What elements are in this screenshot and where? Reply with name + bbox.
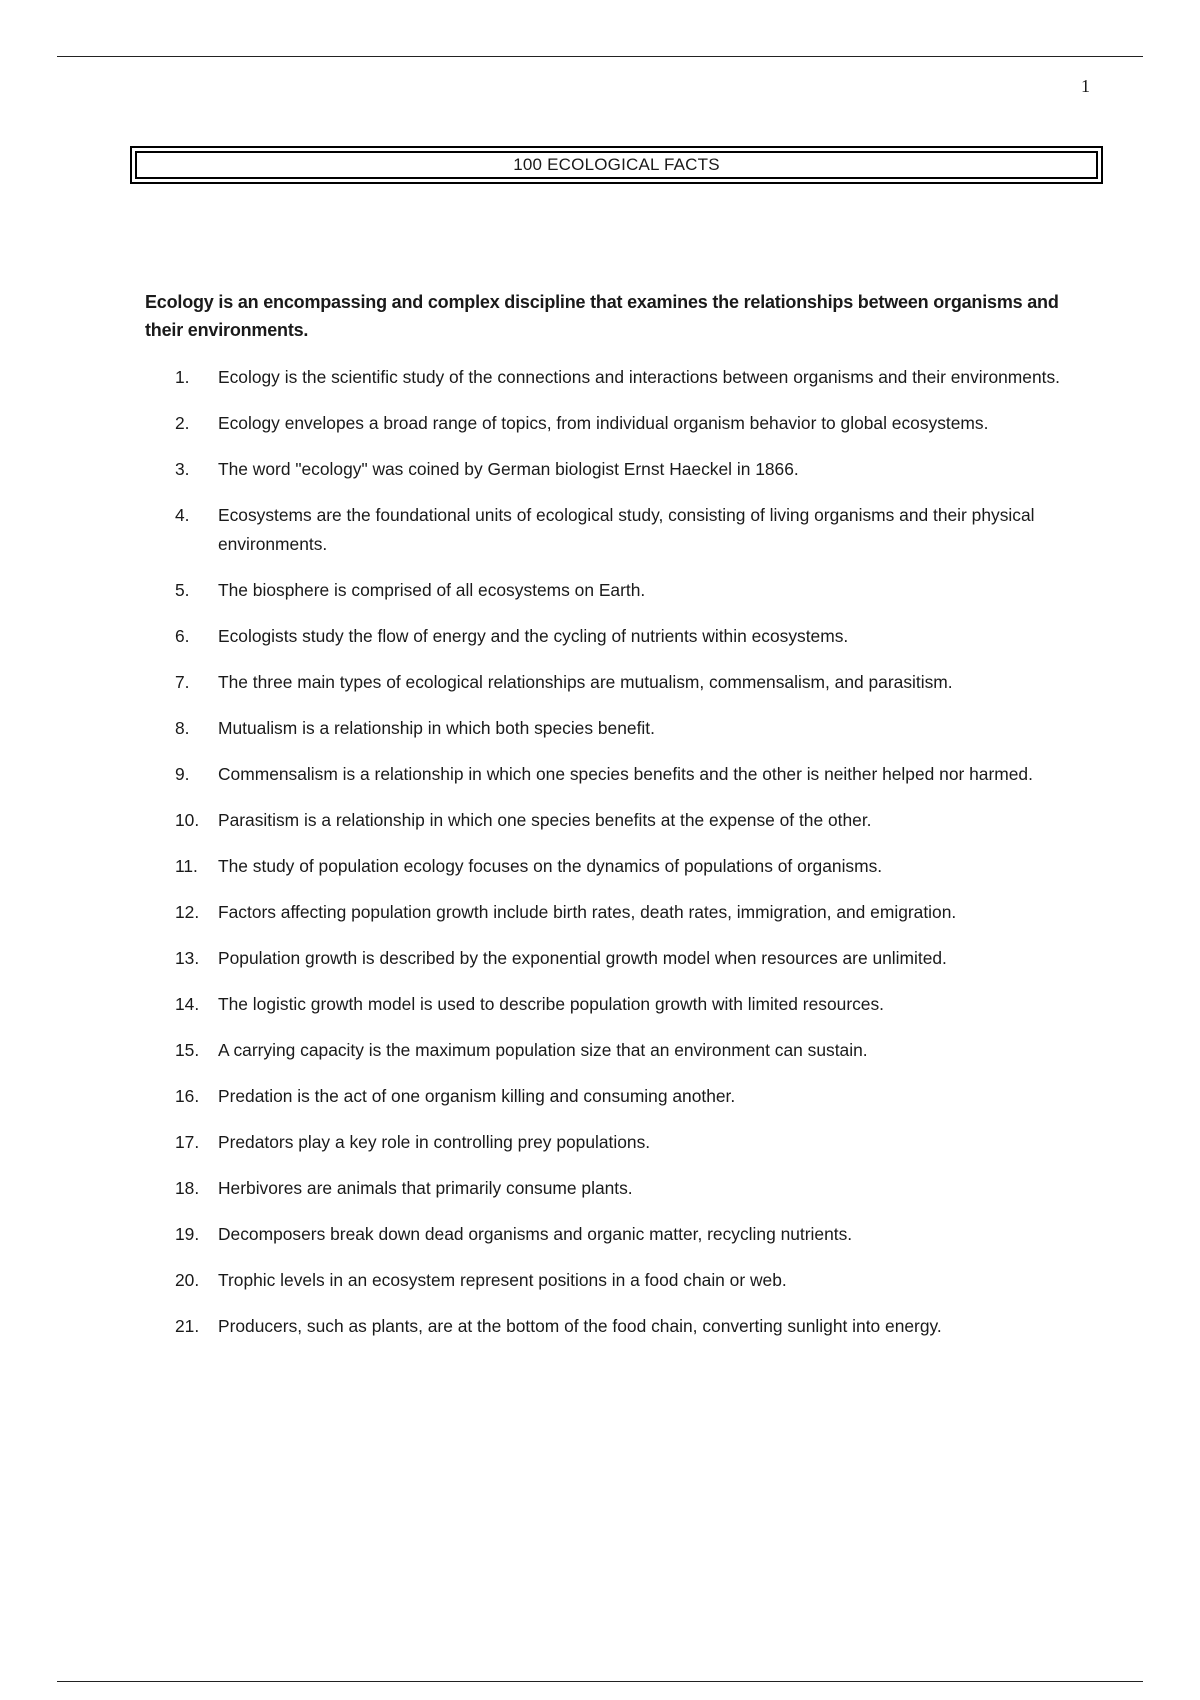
list-item — [175, 990, 1085, 1019]
document-title: 100 ECOLOGICAL FACTS — [135, 151, 1098, 179]
list-item — [175, 1220, 1085, 1249]
list-item — [175, 1174, 1085, 1203]
list-item — [175, 1128, 1085, 1157]
list-item — [175, 455, 1085, 484]
fact-text: Herbivores are animals that primarily consume plants. — [218, 1178, 633, 1198]
fact-text: The biosphere is comprised of all ecosystems on Earth. — [218, 580, 646, 600]
fact-number: 1. — [175, 367, 190, 387]
fact-text: Ecosystems are the foundational units of ecological study, consisting of living organisms and their physical environments. — [218, 505, 1035, 554]
list-item — [175, 1036, 1085, 1065]
fact-text: A carrying capacity is the maximum population size that an environment can sustain. — [218, 1040, 868, 1060]
list-item — [175, 363, 1085, 392]
fact-number: 8. — [175, 718, 190, 738]
page-number: 1 — [1081, 76, 1090, 96]
list-item — [175, 501, 1085, 559]
intro-paragraph: Ecology is an encompassing and complex discipline that examines the relationships between organisms and their environments. — [145, 292, 1059, 340]
fact-text: Ecology is the scientific study of the connections and interactions between organisms and their environments. — [218, 367, 1060, 387]
list-item — [175, 852, 1085, 881]
fact-number: 20. — [175, 1270, 200, 1290]
list-item — [175, 1266, 1085, 1295]
fact-text: Commensalism is a relationship in which one species benefits and the other is neither helped nor harmed. — [218, 764, 1033, 784]
fact-number: 16. — [175, 1086, 200, 1106]
list-item — [175, 806, 1085, 835]
list-item — [175, 409, 1085, 438]
fact-number: 9. — [175, 764, 190, 784]
fact-number: 5. — [175, 580, 190, 600]
fact-number: 17. — [175, 1132, 200, 1152]
fact-number: 3. — [175, 459, 190, 479]
fact-text: Ecologists study the flow of energy and the cycling of nutrients within ecosystems. — [218, 626, 849, 646]
title-box — [130, 146, 1103, 184]
list-item — [175, 898, 1085, 927]
footer-rule — [57, 1681, 1143, 1682]
fact-number: 10. — [175, 810, 200, 830]
list-item — [175, 668, 1085, 697]
fact-text: Producers, such as plants, are at the bottom of the food chain, converting sunlight into energy. — [218, 1316, 942, 1336]
fact-number: 2. — [175, 413, 190, 433]
fact-number: 21. — [175, 1316, 200, 1336]
fact-number: 4. — [175, 505, 190, 525]
fact-number: 11. — [175, 856, 198, 876]
fact-text: The logistic growth model is used to describe population growth with limited resources. — [218, 994, 884, 1014]
list-item — [175, 714, 1085, 743]
fact-text: Parasitism is a relationship in which one species benefits at the expense of the other. — [218, 810, 872, 830]
facts-list — [175, 363, 1085, 1358]
list-item — [175, 1312, 1085, 1341]
fact-text: Predation is the act of one organism killing and consuming another. — [218, 1086, 736, 1106]
list-item — [175, 622, 1085, 651]
list-item — [175, 576, 1085, 605]
fact-text: Factors affecting population growth include birth rates, death rates, immigration, and emigration. — [218, 902, 957, 922]
fact-text: Predators play a key role in controlling prey populations. — [218, 1132, 651, 1152]
fact-text: The word "ecology" was coined by German biologist Ernst Haeckel in 1866. — [218, 459, 799, 479]
fact-text: The study of population ecology focuses on the dynamics of populations of organisms. — [218, 856, 883, 876]
fact-text: Decomposers break down dead organisms and organic matter, recycling nutrients. — [218, 1224, 853, 1244]
fact-text: Trophic levels in an ecosystem represent positions in a food chain or web. — [218, 1270, 787, 1290]
fact-text: Ecology envelopes a broad range of topics, from individual organism behavior to global ecosystems. — [218, 413, 989, 433]
list-item — [175, 1082, 1085, 1111]
fact-number: 18. — [175, 1178, 200, 1198]
fact-number: 15. — [175, 1040, 200, 1060]
list-item — [175, 760, 1085, 789]
fact-number: 19. — [175, 1224, 200, 1244]
fact-text: Mutualism is a relationship in which both species benefit. — [218, 718, 655, 738]
fact-number: 6. — [175, 626, 190, 646]
fact-text: Population growth is described by the exponential growth model when resources are unlimited. — [218, 948, 947, 968]
fact-number: 7. — [175, 672, 190, 692]
fact-text: The three main types of ecological relationships are mutualism, commensalism, and parasitism. — [218, 672, 953, 692]
list-item — [175, 944, 1085, 973]
fact-number: 14. — [175, 994, 200, 1014]
fact-number: 13. — [175, 948, 200, 968]
header-rule — [57, 56, 1143, 57]
fact-number: 12. — [175, 902, 200, 922]
